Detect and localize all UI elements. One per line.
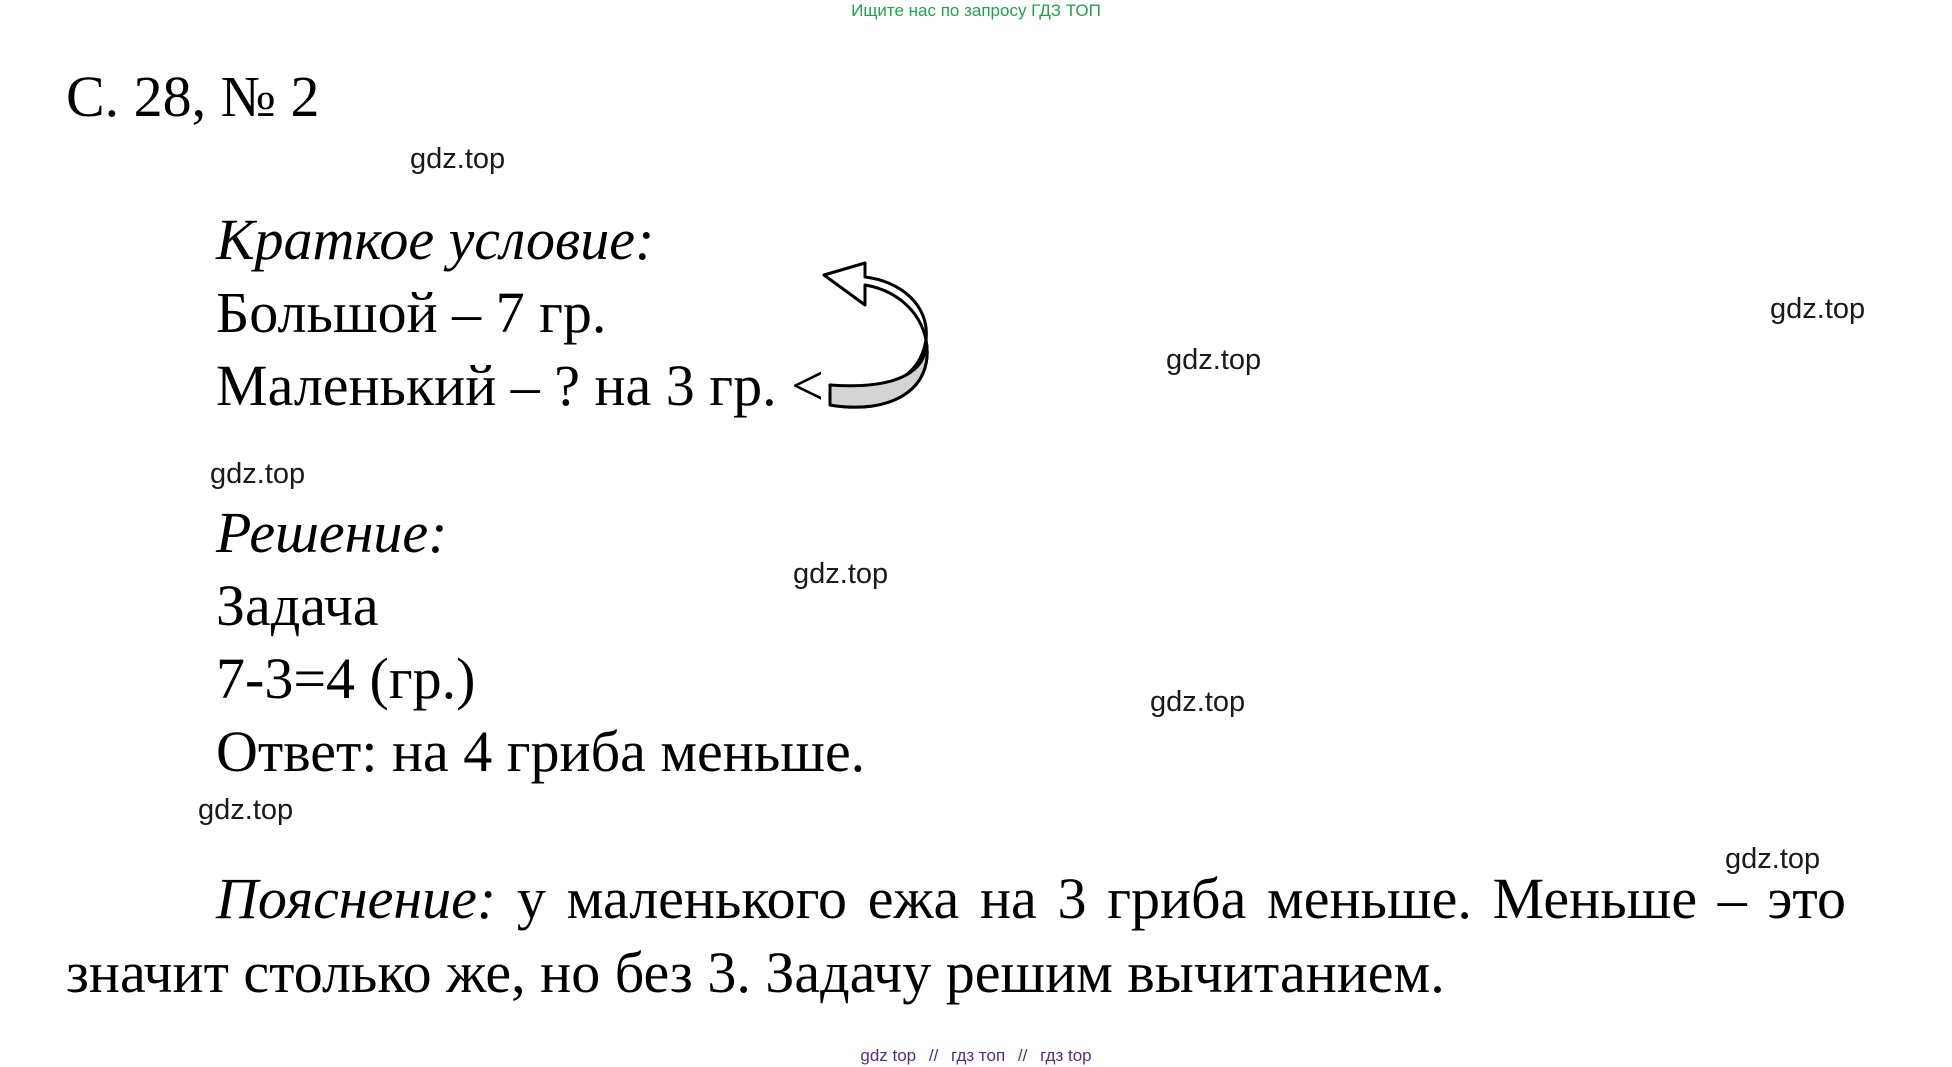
watermark: gdz.top: [210, 458, 306, 490]
watermark: gdz.top: [1770, 293, 1866, 325]
explanation-text: у маленького ежа на 3 гриба меньше. Меньше – это значит столько же, но без 3. Задачу решим вычитанием.: [66, 866, 1846, 1005]
solution-answer: Ответ: на 4 гриба меньше.: [216, 719, 866, 784]
watermark: gdz.top: [1166, 344, 1262, 376]
footer-link-gdz-top-mixed[interactable]: гдз top: [1040, 1046, 1092, 1065]
solution-task: Задача: [216, 573, 379, 638]
watermark: gdz.top: [1725, 843, 1821, 875]
explanation: [66, 862, 1846, 1010]
footer-link-gdz-top-ru[interactable]: гдз топ: [951, 1046, 1006, 1065]
watermark: gdz.top: [410, 143, 506, 175]
footer-separator: //: [1017, 1046, 1028, 1065]
condition-small: Маленький – ? на 3 гр. <: [216, 353, 824, 418]
condition-big: Большой – 7 гр.: [216, 280, 607, 345]
explanation-label: Пояснение:: [216, 866, 497, 931]
page-reference: С. 28, № 2: [66, 64, 320, 129]
footer-links: [0, 1046, 1952, 1066]
curved-arrow-icon: [820, 255, 940, 435]
footer-separator: //: [928, 1046, 939, 1065]
watermark: gdz.top: [198, 794, 294, 826]
watermark: gdz.top: [793, 558, 889, 590]
footer-link-gdz-top[interactable]: gdz top: [860, 1046, 917, 1065]
condition-title: Краткое условие:: [216, 207, 655, 272]
solution-equation: 7-3=4 (гр.): [216, 646, 476, 711]
solution-title: Решение:: [216, 500, 448, 565]
top-banner[interactable]: Ищите нас по запросу ГДЗ ТОП: [851, 1, 1101, 20]
watermark: gdz.top: [1150, 686, 1246, 718]
